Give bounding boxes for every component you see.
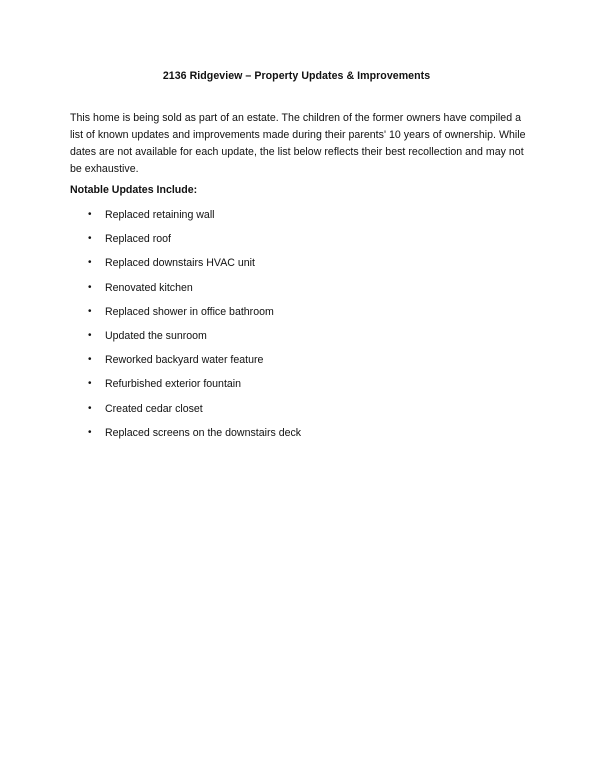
update-item-text: Reworked backyard water feature xyxy=(105,354,264,367)
bullet-icon: • xyxy=(88,233,92,245)
bullet-icon: • xyxy=(88,209,92,220)
bullet-icon: • xyxy=(88,378,92,390)
update-item-text: Replaced downstairs HVAC unit xyxy=(105,257,255,270)
bullet-icon: • xyxy=(88,426,92,438)
intro-paragraph: This home is being sold as part of an estate. The children of the former owners have compiled a list of known updates and improvements made during their parents' 10 years of ownership. While dates are not available for each update, the list below reflects their best recollection and may not be exhaustive. xyxy=(70,112,526,175)
update-item-text: Replaced roof xyxy=(105,233,171,246)
update-item-text: Renovated kitchen xyxy=(105,281,193,294)
update-item-text: Replaced shower in office bathroom xyxy=(105,305,274,318)
update-item-text: Replaced screens on the downstairs deck xyxy=(105,426,302,439)
bullet-icon: • xyxy=(88,305,92,317)
update-item-text: Updated the sunroom xyxy=(105,329,207,342)
update-item-text: Replaced retaining wall xyxy=(105,209,215,221)
update-item-text: Created cedar closet xyxy=(105,402,203,415)
updates-heading: Notable Updates Include: xyxy=(70,184,198,196)
bullet-icon: • xyxy=(88,281,92,293)
document-title: 2136 Ridgeview – Property Updates & Improvements xyxy=(162,70,431,82)
update-item-text: Refurbished exterior fountain xyxy=(105,378,242,391)
bullet-icon: • xyxy=(88,329,92,341)
bullet-icon: • xyxy=(88,402,92,414)
bullet-icon: • xyxy=(88,257,92,269)
bullet-icon: • xyxy=(88,354,92,366)
